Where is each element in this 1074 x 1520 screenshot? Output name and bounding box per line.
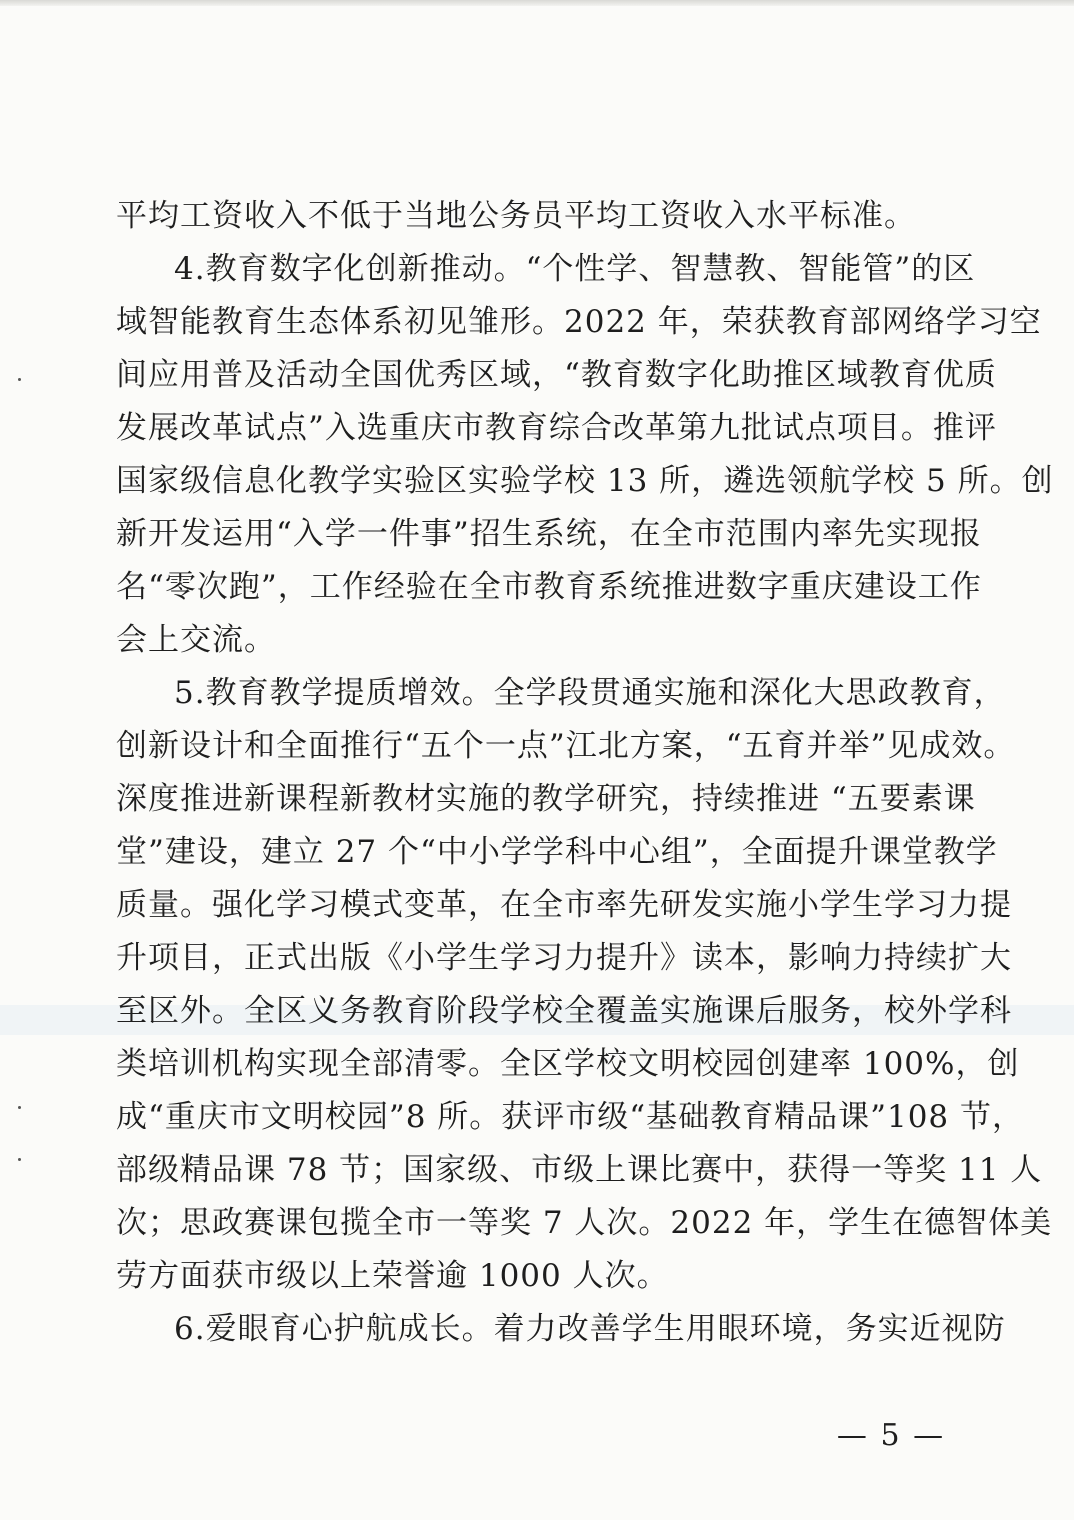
text-line: 深度推进新课程新教材实施的教学研究，持续推进 “五要素课 <box>116 781 976 817</box>
text-line: 升项目，正式出版《小学生学习力提升》读本，影响力持续扩大 <box>116 940 1012 976</box>
text-line: 成“重庆市文明校园”8 所。获评市级“基础教育精品课”108 节， <box>116 1099 1024 1135</box>
text-line: 间应用普及活动全国优秀区域，“教育数字化助推区域教育优质 <box>116 357 997 393</box>
document-body <box>116 190 1054 1356</box>
scan-speck <box>18 378 21 381</box>
text-line: 平均工资收入不低于当地公务员平均工资收入水平标准。 <box>116 198 916 234</box>
text-line: 类培训机构实现全部清零。全区学校文明校园创建率 100%，创 <box>116 1046 1020 1082</box>
paragraph-heading-line: 4.教育数字化创新推动。“个性学、智慧教、智能管”的区 <box>174 251 976 287</box>
scan-speck <box>18 1106 21 1109</box>
text-line: 质量。强化学习模式变革，在全市率先研发实施小学生学习力提 <box>116 887 1012 923</box>
text-line: 发展改革试点”入选重庆市教育综合改革第九批试点项目。推评 <box>116 410 997 446</box>
page-number: — 5 — <box>836 1418 946 1453</box>
text-line: 国家级信息化教学实验区实验学校 13 所，遴选领航学校 5 所。创 <box>116 463 1054 499</box>
text-line: 新开发运用“入学一件事”招生系统，在全市范围内率先实现报 <box>116 516 982 552</box>
paragraph-heading-line: 5.教育教学提质增效。全学段贯通实施和深化大思政教育， <box>174 675 1006 711</box>
text-line: 名“零次跑”，工作经验在全市教育系统推进数字重庆建设工作 <box>116 569 982 605</box>
text-line: 域智能教育生态体系初见雏形。2022 年，荣获教育部网络学习空 <box>116 304 1042 340</box>
text-line: 堂”建设，建立 27 个“中小学学科中心组”，全面提升课堂教学 <box>116 834 998 870</box>
text-line: 会上交流。 <box>116 622 276 658</box>
scan-speck <box>18 1158 21 1161</box>
text-line: 次；思政赛课包揽全市一等奖 7 人次。2022 年，学生在德智体美 <box>116 1205 1053 1241</box>
paragraph-heading-line: 6.爱眼育心护航成长。着力改善学生用眼环境，务实近视防 <box>174 1311 1006 1347</box>
text-line: 至区外。全区义务教育阶段学校全覆盖实施课后服务，校外学科 <box>116 993 1012 1029</box>
text-line: 创新设计和全面推行“五个一点”江北方案，“五育并举”见成效。 <box>116 728 1016 764</box>
text-line: 部级精品课 78 节；国家级、市级上课比赛中，获得一等奖 11 人 <box>116 1152 1043 1188</box>
text-line: 劳方面获市级以上荣誉逾 1000 人次。 <box>116 1258 669 1294</box>
scan-edge <box>0 0 1074 6</box>
